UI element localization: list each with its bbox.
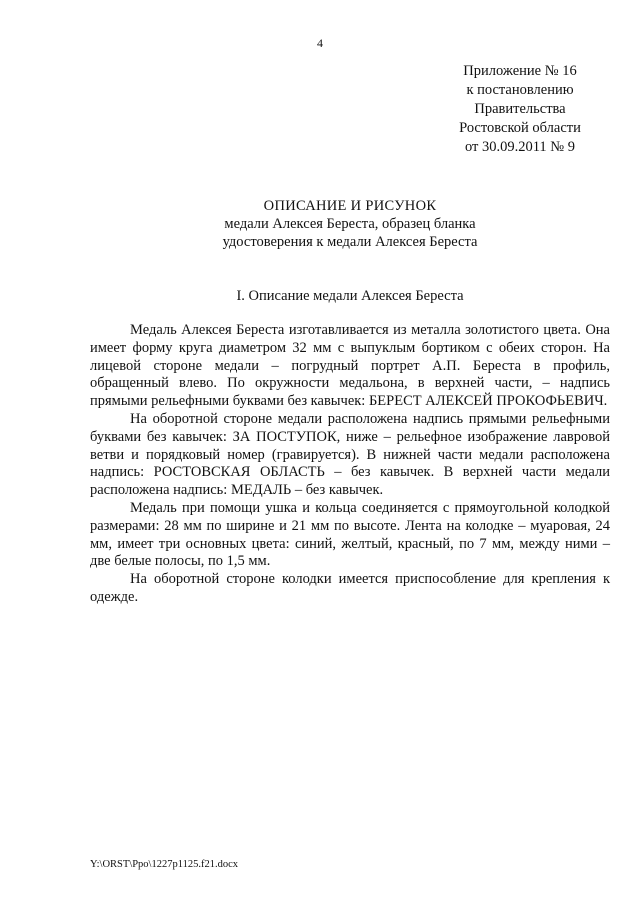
paragraph: На оборотной стороне колодки имеется приспособление для крепления к одежде.	[90, 571, 610, 605]
page-number: 4	[317, 36, 323, 50]
paragraph: На оборотной стороне медали расположена надпись прямыми рельефными буквами без кавычек: ЗА ПОСТУПОК, ниже – рельефное изображение лавровой ветви и порядковый номер (гравируется). В нижней части медали расположена надпись: РОСТОВСКАЯ ОБЛАСТЬ – без кавычек. В верхней части медали расположена надпись: МЕДАЛЬ – без кавычек.	[90, 410, 610, 499]
appendix-line: Приложение № 16	[463, 63, 577, 79]
title-line: удостоверения к медали Алексея Береста	[222, 234, 478, 250]
footer-file-path: Y:\ORST\Ppo\1227p1125.f21.docx	[90, 859, 238, 870]
title-line: медали Алексея Береста, образец бланка	[224, 216, 476, 232]
appendix-line: Правительства	[474, 101, 566, 117]
paragraph: Медаль при помощи ушка и кольца соединяется с прямоугольной колодкой размерами: 28 мм по ширине и 21 мм по высоте. Лента на колодке – муаровая, 24 мм, имеет три основных цвета: синий, желтый, красный, по 7 мм, между ними – две белые полосы, по 1,5 мм.	[90, 499, 610, 570]
document-title	[120, 197, 580, 251]
title-line: ОПИСАНИЕ И РИСУНОК	[263, 198, 437, 214]
body-text	[90, 322, 610, 607]
appendix-line: от 30.09.2011 № 9	[464, 139, 576, 155]
paragraph: Медаль Алексея Береста изготавливается из металла золотистого цвета. Она имеет форму круга диаметром 32 мм с выпуклым бортиком с обеих сторон. На лицевой стороне медали – погрудный портрет А.П. Береста в профиль, обращенный влево. По окружности медальона, в верхней части, – надпись прямыми рельефными буквами без кавычек: БЕРЕСТ АЛЕКСЕЙ ПРОКОФЬЕВИЧ.	[90, 322, 610, 410]
appendix-line: к постановлению	[466, 82, 574, 98]
appendix-block	[430, 62, 610, 157]
section-heading: I. Описание медали Алексея Береста	[236, 288, 464, 304]
appendix-line: Ростовской области	[459, 120, 581, 136]
